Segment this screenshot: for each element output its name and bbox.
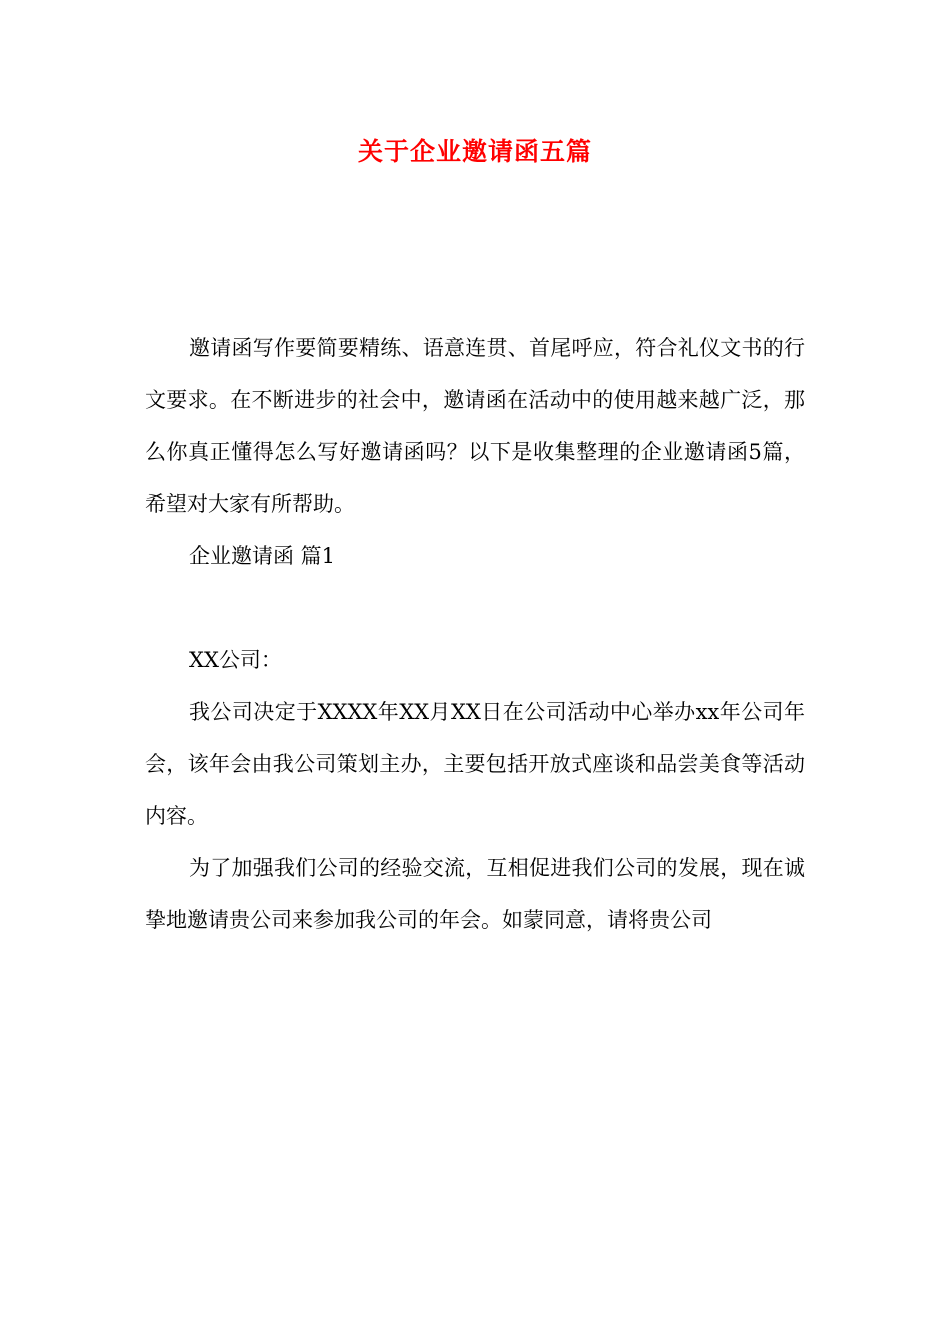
- blank-line: [145, 582, 805, 634]
- body-paragraph: 我公司决定于XXXX年XX月XX日在公司活动中心举办xx年公司年会，该年会由我公司策划主办，主要包括开放式座谈和品尝美食等活动内容。: [145, 700, 805, 828]
- body-paragraph: 为了加强我们公司的经验交流，互相促进我们公司的发展，现在诚挚地邀请贵公司来参加我公司的年会。如蒙同意，请将贵公司: [145, 856, 805, 932]
- section-heading: 企业邀请函 篇1: [189, 544, 336, 568]
- document-title: 关于企业邀请函五篇: [357, 137, 592, 166]
- intro-paragraph: 邀请函写作要简要精练、语意连贯、首尾呼应，符合礼仪文书的行文要求。在不断进步的社会中，邀请函在活动中的使用越来越广泛，那么你真正懂得怎么写好邀请函吗？以下是收集整理的企业邀请函5篇，希望对大家有所帮助。: [145, 336, 805, 516]
- document-body: [145, 322, 805, 946]
- salutation: XX公司：: [189, 648, 282, 672]
